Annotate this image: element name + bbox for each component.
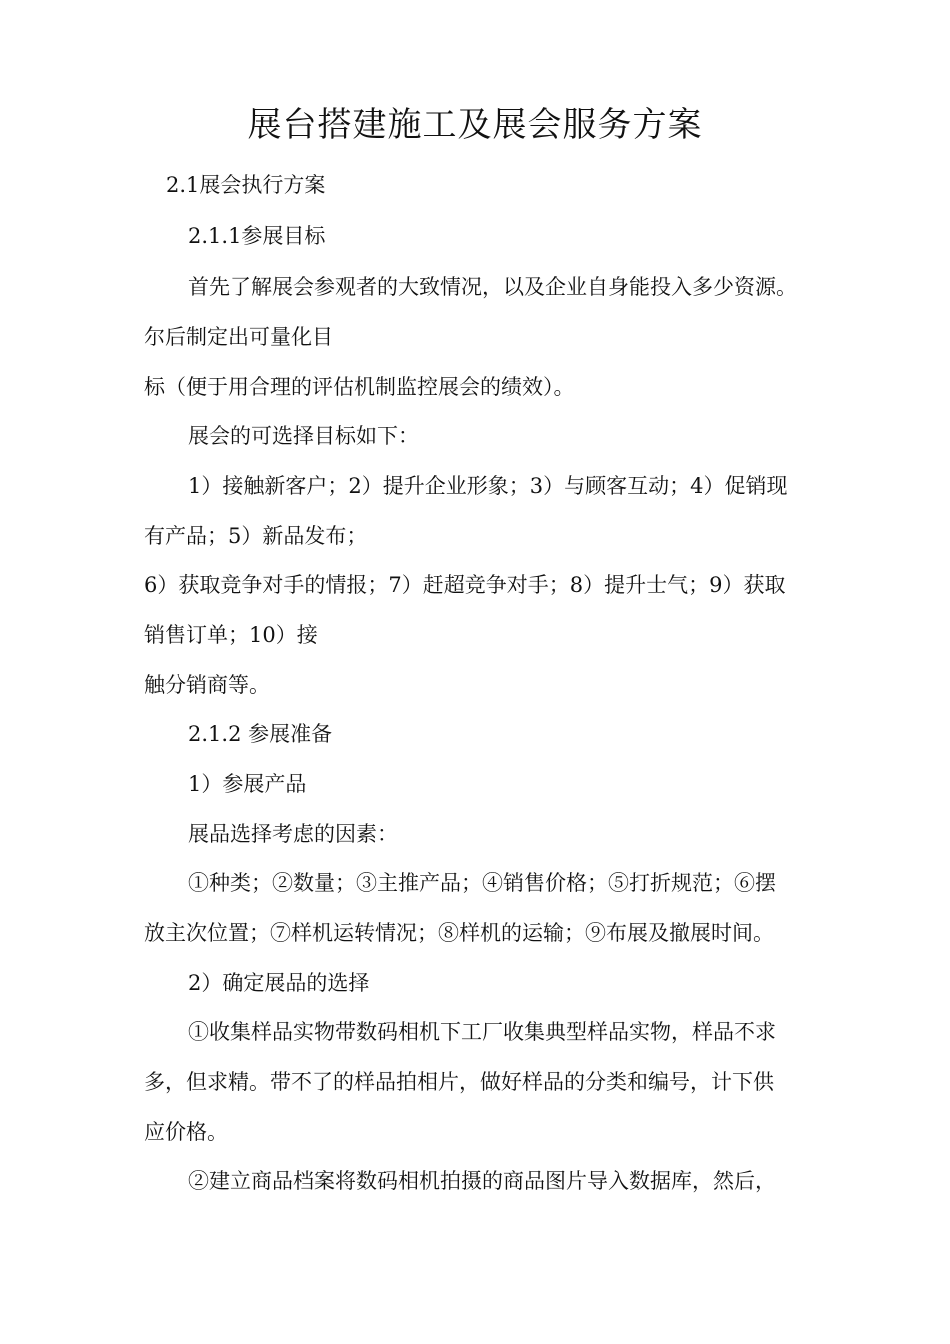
paragraph-line: 6）获取竞争对手的情报；7）赶超竞争对手；8）提升士气；9）获取 [144,573,786,597]
paragraph-line: ①种类；②数量；③主推产品；④销售价格；⑤打折规范；⑥摆 [188,871,776,895]
subsection-heading-2-1-1: 2.1.1参展目标 [188,224,326,248]
paragraph-line: 展品选择考虑的因素： [188,822,398,846]
paragraph-line: ②建立商品档案将数码相机拍摄的商品图片导入数据库，然后， [188,1169,776,1193]
paragraph-line: 有产品；5）新品发布； [144,524,368,548]
paragraph-line: 1）参展产品 [188,772,307,796]
subsection-heading-2-1-2: 2.1.2 参展准备 [188,722,333,746]
paragraph-line: ①收集样品实物带数码相机下工厂收集典型样品实物，样品不求 [188,1020,776,1044]
paragraph-line: 多，但求精。带不了的样品拍相片，做好样品的分类和编号，计下供 [144,1070,774,1094]
document-title: 展台搭建施工及展会服务方案 [247,105,703,145]
paragraph-line: 放主次位置；⑦样机运转情况；⑧样机的运输；⑨布展及撤展时间。 [144,921,774,945]
section-heading-2-1: 2.1展会执行方案 [166,173,326,197]
paragraph-line: 1）接触新客户；2）提升企业形象；3）与顾客互动；4）促销现 [188,474,788,498]
paragraph-line: 首先了解展会参观者的大致情况，以及企业自身能投入多少资源。 [188,275,797,299]
paragraph-line: 尔后制定出可量化目 [144,325,333,349]
paragraph-line: 触分销商等。 [144,673,270,697]
paragraph-line: 标（便于用合理的评估机制监控展会的绩效）。 [144,375,575,399]
paragraph-line: 2）确定展品的选择 [188,971,370,995]
paragraph-line: 应价格。 [144,1120,228,1144]
paragraph-line: 展会的可选择目标如下： [188,424,419,448]
paragraph-line: 销售订单；10）接 [144,623,318,647]
